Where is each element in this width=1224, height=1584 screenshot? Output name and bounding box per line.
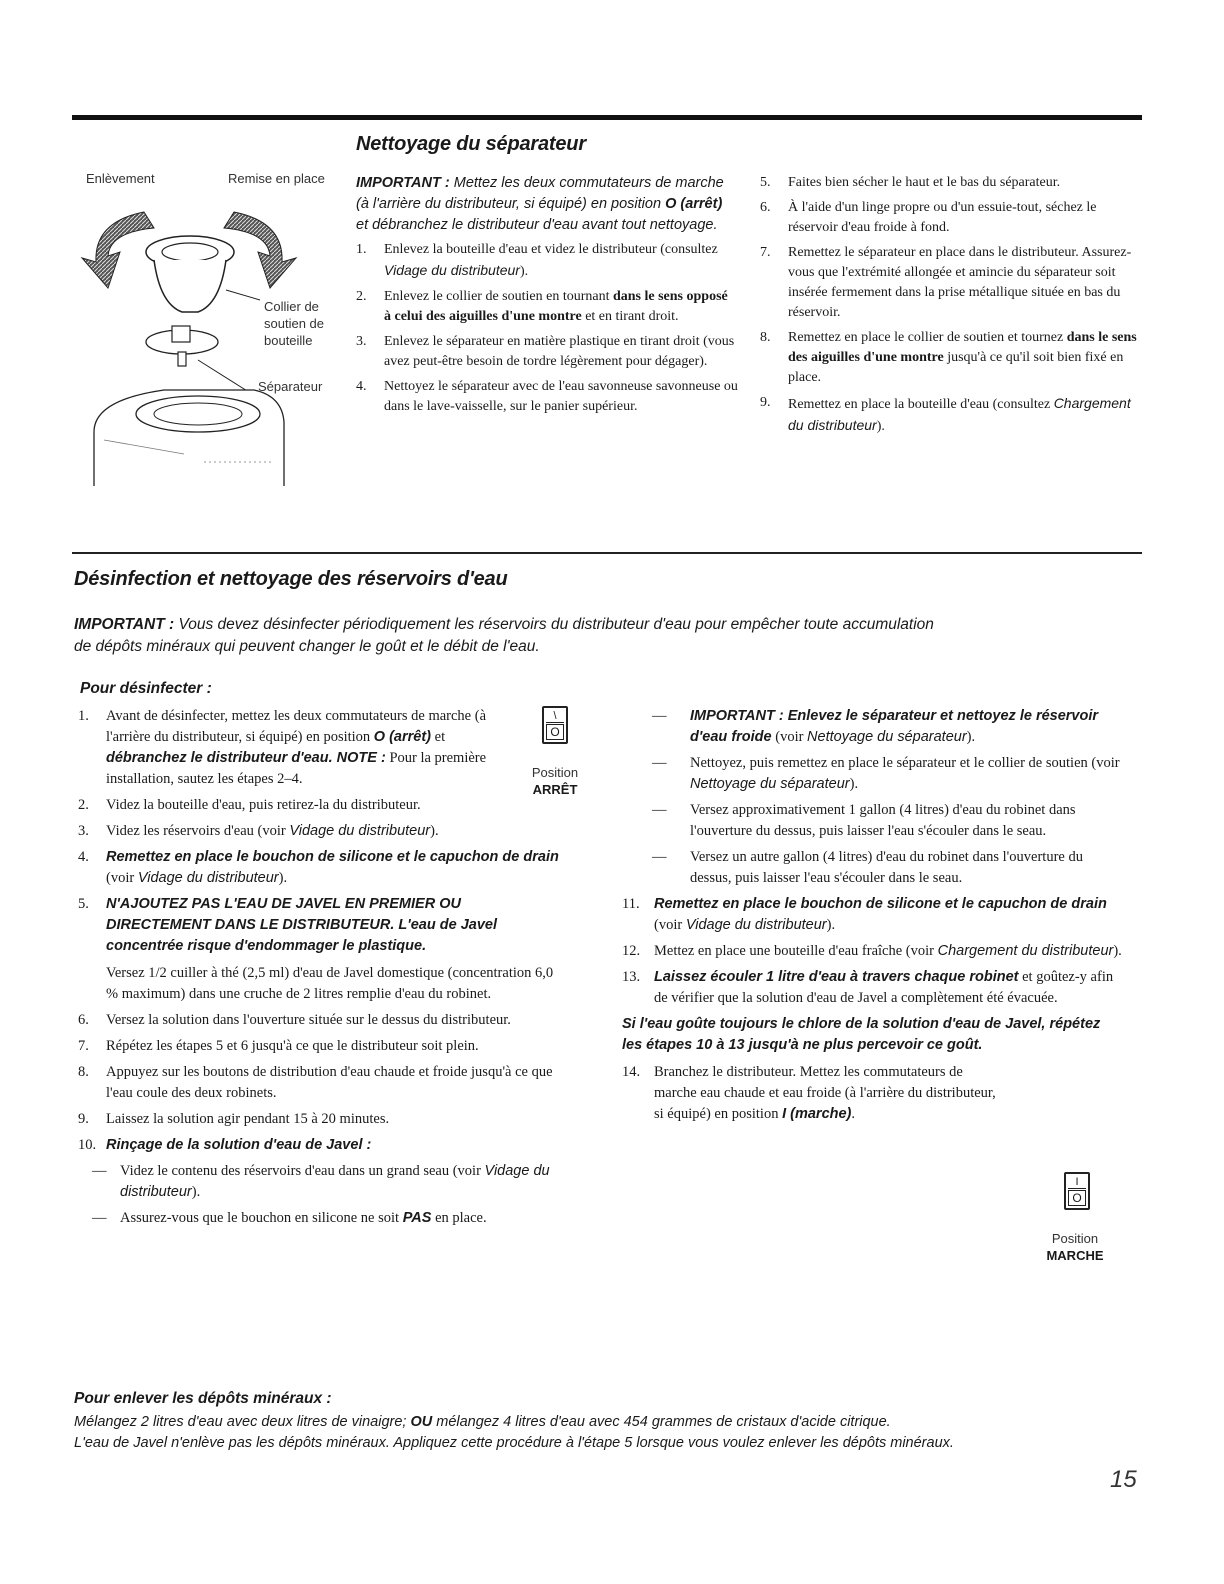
sep-step-8: 8. Remettez en place le collier de soutien et tournez dans le sens des aiguilles d'une montre jusqu'à ce qu'il soit bien fixé en place. bbox=[760, 330, 1137, 385]
dis-dash-3: — IMPORTANT : Enlevez le séparateur et nettoyez le réservoir d'eau froide (voir Nettoyage du séparateur). bbox=[652, 708, 1099, 745]
rocker-switch-on-icon: I O bbox=[1064, 1172, 1090, 1210]
dis-step-11: 11. Remettez en place le bouchon de silicone et le capuchon de drain (voir Vidage du distributeur). bbox=[622, 896, 1107, 933]
disinfect-column-left bbox=[78, 706, 568, 1234]
dis-step-9: 9. Laissez la solution agir pendant 15 à 20 minutes. bbox=[78, 1111, 390, 1127]
switch-on-state: MARCHE bbox=[1046, 1248, 1104, 1263]
dis-step-10: 10. Rinçage de la solution d'eau de Javel : bbox=[78, 1137, 372, 1153]
separator-column-right bbox=[760, 173, 1142, 442]
switch-on-caption: Position bbox=[1051, 1231, 1099, 1246]
top-rule bbox=[72, 115, 1142, 120]
label-separator: Séparateur bbox=[258, 379, 323, 394]
switch-off-state: ARRÊT bbox=[532, 782, 578, 797]
section-title-separator: Nettoyage du séparateur bbox=[356, 133, 586, 155]
removal-arrow-icon bbox=[82, 212, 154, 288]
sep-step-6: 6. À l'aide d'un linge propre ou d'un essuie-tout, séchez le réservoir d'eau froide à fond. bbox=[760, 200, 1097, 235]
dis-step-3: 3. Videz les réservoirs d'eau (voir Vidage du distributeur). bbox=[78, 823, 439, 839]
sep-step-7: 7. Remettez le séparateur en place dans le distributeur. Assurez-vous que l'extrémité allongée et amincie du séparateur soit insérée fermement dans la prise métallique située en bas du réservoir. bbox=[760, 245, 1132, 320]
dis-step-1: 1. Avant de désinfecter, mettez les deux commutateurs de marche (à l'arrière du distributeur, si équipé) en position O (arrêt) et débranchez le distributeur d'eau. NOTE : Pour la première installation, sautez les étapes 2–4. bbox=[78, 708, 487, 787]
dis-step-4: 4. Remettez en place le bouchon de silicone et le capuchon de drain (voir Vidage du distributeur). bbox=[78, 849, 559, 886]
rocker-switch-off-icon: \ O bbox=[542, 706, 568, 744]
dis-step-12: 12. Mettez en place une bouteille d'eau fraîche (voir Chargement du distributeur). bbox=[622, 943, 1122, 959]
dis-step-13: 13. Laissez écouler 1 litre d'eau à travers chaque robinet et goûtez-y afin de vérifier que la solution d'eau de Javel a complètement été évacuée. bbox=[622, 969, 1114, 1006]
subhead-disinfect: Pour désinfecter : bbox=[80, 680, 212, 697]
dis-dash-2: — Assurez-vous que le bouchon en silicone ne soit PAS en place. bbox=[92, 1210, 487, 1226]
sep-step-3: 3. Enlevez le séparateur en matière plastique en tirant droit (vous avez peut-être besoin de tordre légèrement pour dégager). bbox=[356, 334, 735, 369]
dis-step-7: 7. Répétez les étapes 5 et 6 jusqu'à ce que le distributeur soit plein. bbox=[78, 1038, 479, 1054]
dis-dash-6: — Versez un autre gallon (4 litres) d'eau du robinet dans l'ouverture du dessus, puis laisser l'eau s'écouler dans le seau. bbox=[652, 849, 1083, 886]
separator-important: IMPORTANT : Mettez les deux commutateurs de marche (à l'arrière du distributeur, si équipé) en position O (arrêt) et débranchez le distributeur d'eau avant tout nettoyage. bbox=[356, 175, 724, 233]
label-collar: Collier de soutien de bouteille bbox=[264, 299, 324, 348]
disinfection-important: IMPORTANT : Vous devez désinfecter périodiquement les réservoirs du distributeur d'eau pour empêcher toute accumulation de dépôts minéraux qui peuvent changer le goût et le débit de l'eau. bbox=[74, 616, 934, 655]
label-replace: Remise en place bbox=[228, 171, 325, 186]
dis-step-6: 6. Versez la solution dans l'ouverture située sur le dessus du distributeur. bbox=[78, 1012, 511, 1028]
sep-step-1: 1. Enlevez la bouteille d'eau et videz le distributeur (consultez Vidage du distributeur). bbox=[356, 242, 718, 279]
dis-dash-1: — Videz le contenu des réservoirs d'eau dans un grand seau (voir Vidage du distributeur). bbox=[92, 1163, 550, 1200]
dis-dash-4: — Nettoyez, puis remettez en place le séparateur et le collier de soutien (voir Nettoyage du séparateur). bbox=[652, 755, 1120, 792]
dis-dash-5: — Versez approximativement 1 gallon (4 litres) d'eau du robinet dans l'ouverture du dessus, puis laisser l'eau s'écouler dans le seau. bbox=[652, 802, 1076, 839]
page-number: 15 bbox=[1110, 1466, 1137, 1493]
replace-arrow-icon bbox=[224, 212, 296, 288]
repeat-note: Si l'eau goûte toujours le chlore de la solution d'eau de Javel, répétez les étapes 10 à 13 jusqu'à ne plus percevoir ce goût. bbox=[622, 1016, 1101, 1053]
section-rule bbox=[72, 552, 1142, 554]
disinfect-column-right bbox=[622, 706, 1122, 1130]
dis-step-5: 5. N'AJOUTEZ PAS L'EAU DE JAVEL EN PREMIER OU DIRECTEMENT DANS LE DISTRIBUTEUR. L'eau de Javel concentrée risque d'endommager le plastique. Versez 1/2 cuiller à thé (2,5 ml) d'eau de Javel domestique (concentration 6,0 % maximum) dans une cruche de 2 litres remplie d'eau du robinet. bbox=[78, 896, 554, 1002]
sep-step-9: 9. Remettez en place la bouteille d'eau (consultez Chargement du distributeur). bbox=[760, 395, 1131, 434]
label-removal: Enlèvement bbox=[86, 171, 155, 186]
minerals-text: Mélangez 2 litres d'eau avec deux litres de vinaigre; OU mélangez 4 litres d'eau avec 454 grammes de cristaux d'acide citrique. L'eau de Javel n'enlève pas les dépôts minéraux. Appliquez cette procédure à l'étape 5 lorsque vous voulez enlever les dépôts minéraux. bbox=[74, 1414, 954, 1451]
dis-step-14: 14. Branchez le distributeur. Mettez les commutateurs de marche eau chaude et eau froide (à l'arrière du distributeur, si équipé) en position I (marche). bbox=[622, 1064, 996, 1122]
separator-figure bbox=[74, 166, 346, 496]
switch-off-figure bbox=[520, 706, 590, 802]
sep-step-5: 5. Faites bien sécher le haut et le bas du séparateur. bbox=[760, 175, 1061, 190]
minerals-title: Pour enlever les dépôts minéraux : bbox=[74, 1390, 332, 1407]
separator-column-left bbox=[356, 173, 738, 422]
dis-step-2: 2. Videz la bouteille d'eau, puis retirez-la du distributeur. bbox=[78, 797, 421, 813]
section-title-disinfection: Désinfection et nettoyage des réservoirs d'eau bbox=[74, 568, 508, 590]
switch-on-figure bbox=[1032, 1172, 1118, 1268]
sep-step-2: 2. Enlevez le collier de soutien en tournant dans le sens opposé à celui des aiguilles d'une montre et en tirant droit. bbox=[356, 289, 728, 324]
dis-step-8: 8. Appuyez sur les boutons de distribution d'eau chaude et froide jusqu'à ce que l'eau coule des deux robinets. bbox=[78, 1064, 553, 1101]
switch-off-caption: Position bbox=[531, 765, 579, 780]
sep-step-4: 4. Nettoyez le séparateur avec de l'eau savonneuse savonneuse ou dans le lave-vaisselle, sur le panier supérieur. bbox=[356, 379, 738, 414]
